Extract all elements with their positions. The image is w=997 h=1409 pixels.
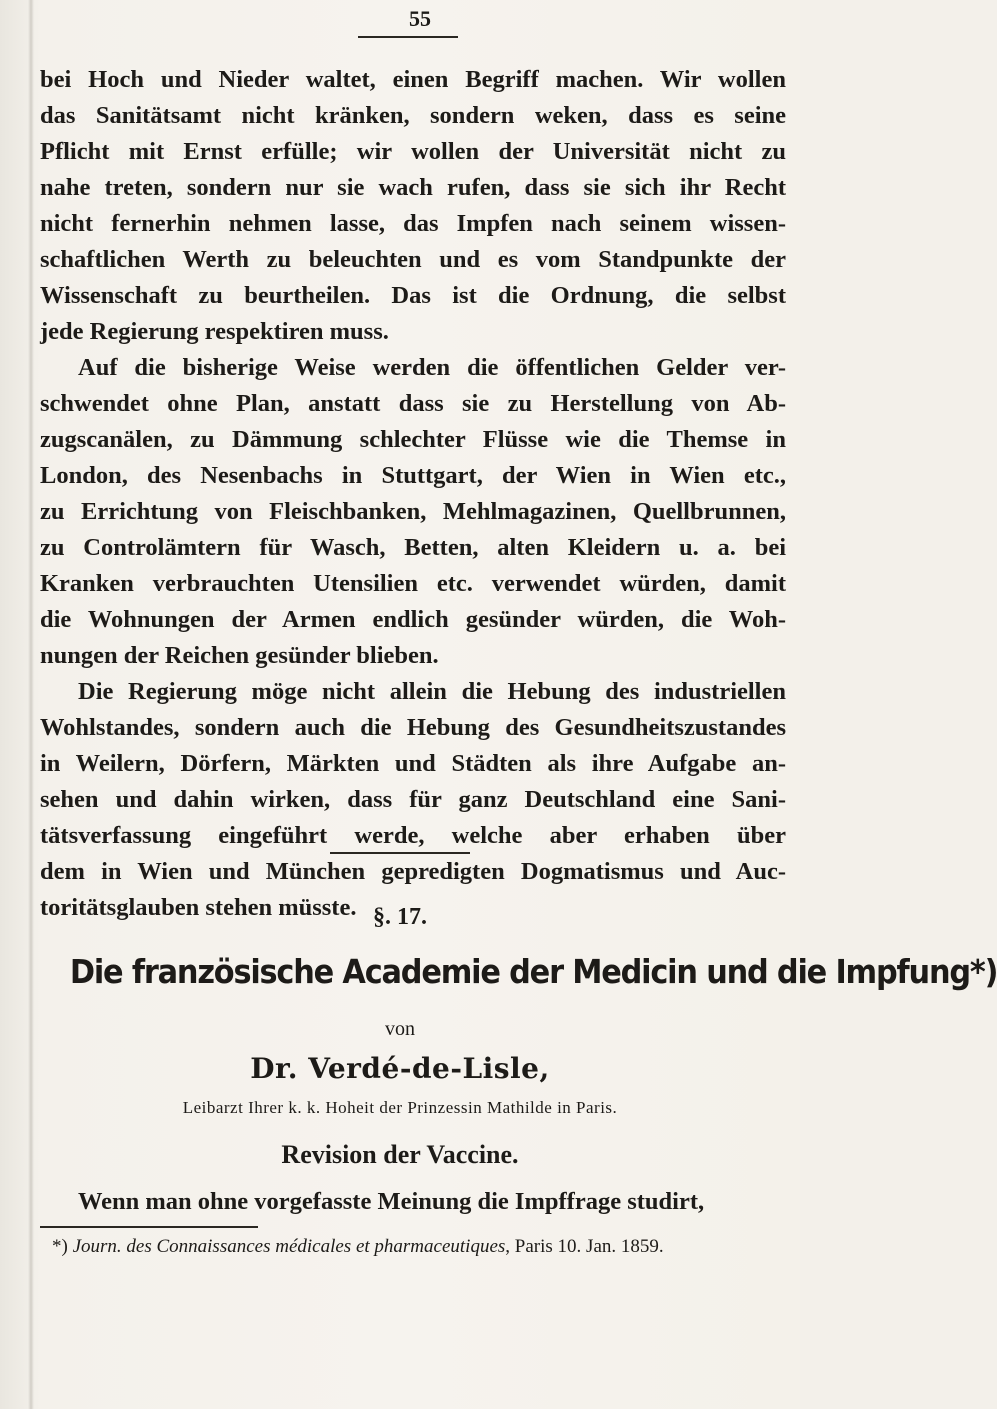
text-line: schwendet ohne Plan, anstatt dass sie zu Herstellung von Ab-: [40, 390, 786, 417]
text-line: Pflicht mit Ernst erfülle; wir wollen der Universität nicht zu: [40, 138, 786, 165]
footnote-journal: Journ. des Connaissances médicales et pharmaceutiques: [72, 1236, 506, 1257]
page-number: 55: [409, 6, 431, 31]
text-line: zu Controlämtern für Wasch, Betten, alten Kleidern u. a. bei: [40, 534, 786, 561]
section-divider: [330, 852, 470, 854]
section-number: §. 17.: [373, 904, 427, 930]
text-line: sehen und dahin wirken, dass für ganz Deutschland eine Sani-: [40, 786, 786, 813]
text-line: nicht fernerhin nehmen lasse, das Impfen nach seinem wissen-: [40, 210, 786, 237]
text-line: Wenn man ohne vorgefasste Meinung die Impffrage studirt,: [78, 1188, 705, 1215]
text-line: zugscanälen, zu Dämmung schlechter Flüsse wie die Themse in: [40, 426, 786, 453]
footnote-rule: [40, 1226, 258, 1228]
text-line: nahe treten, sondern nur sie wach rufen, dass sie sich ihr Recht: [40, 174, 786, 201]
text-line: in Weilern, Dörfern, Märkten und Städten als ihre Aufgabe an-: [40, 750, 786, 777]
author-affiliation: Leibarzt Ihrer k. k. Hoheit der Prinzessin Mathilde in Paris.: [182, 1098, 618, 1117]
page-gutter-shadow: [28, 0, 34, 1409]
subheading: Revision der Vaccine.: [281, 1140, 519, 1169]
section-title: Die französische Academie der Medicin und die Impfung*): [69, 952, 997, 991]
text-line: schaftlichen Werth zu beleuchten und es vom Standpunkte der: [40, 246, 786, 273]
text-line: dem in Wien und München gepredigten Dogmatismus und Auc-: [40, 858, 786, 885]
text-line: Kranken verbrauchten Utensilien etc. verwendet würden, damit: [40, 570, 786, 597]
body-text: [40, 62, 786, 926]
header-rule: [358, 36, 458, 38]
text-line: Wohlstandes, sondern auch die Hebung des Gesundheitszustandes: [40, 714, 786, 741]
text-line: tätsverfassung eingeführt werde, welche aber erhaben über: [40, 822, 786, 849]
footnote: [52, 1236, 792, 1258]
text-line: Wissenschaft zu beurtheilen. Das ist die Ordnung, die selbst: [40, 282, 786, 309]
author-name: Dr. Verdé-de-Lisle,: [250, 1052, 550, 1085]
text-line: Die Regierung möge nicht allein die Hebung des industriellen: [78, 678, 786, 705]
text-line: bei Hoch und Nieder waltet, einen Begriff machen. Wir wollen: [40, 66, 786, 93]
text-line: die Wohnungen der Armen endlich gesünder würden, die Woh-: [40, 606, 786, 633]
text-line: Auf die bisherige Weise werden die öffentlichen Gelder ver-: [78, 354, 786, 381]
text-line: zu Errichtung von Fleischbanken, Mehlmagazinen, Quellbrunnen,: [40, 498, 786, 525]
text-line: toritätsglauben stehen müsste.: [40, 894, 357, 921]
footnote-citation: , Paris 10. Jan. 1859.: [505, 1236, 664, 1257]
text-line: das Sanitätsamt nicht kränken, sondern weken, dass es seine: [40, 102, 786, 129]
section-body: [40, 1184, 786, 1220]
text-line: jede Regierung respektiren muss.: [40, 318, 389, 345]
text-line: nungen der Reichen gesünder blieben.: [40, 642, 439, 669]
byline-von: von: [385, 1018, 415, 1040]
footnote-marker: *): [52, 1236, 68, 1257]
text-line: London, des Nesenbachs in Stuttgart, der Wien in Wien etc.,: [40, 462, 786, 489]
